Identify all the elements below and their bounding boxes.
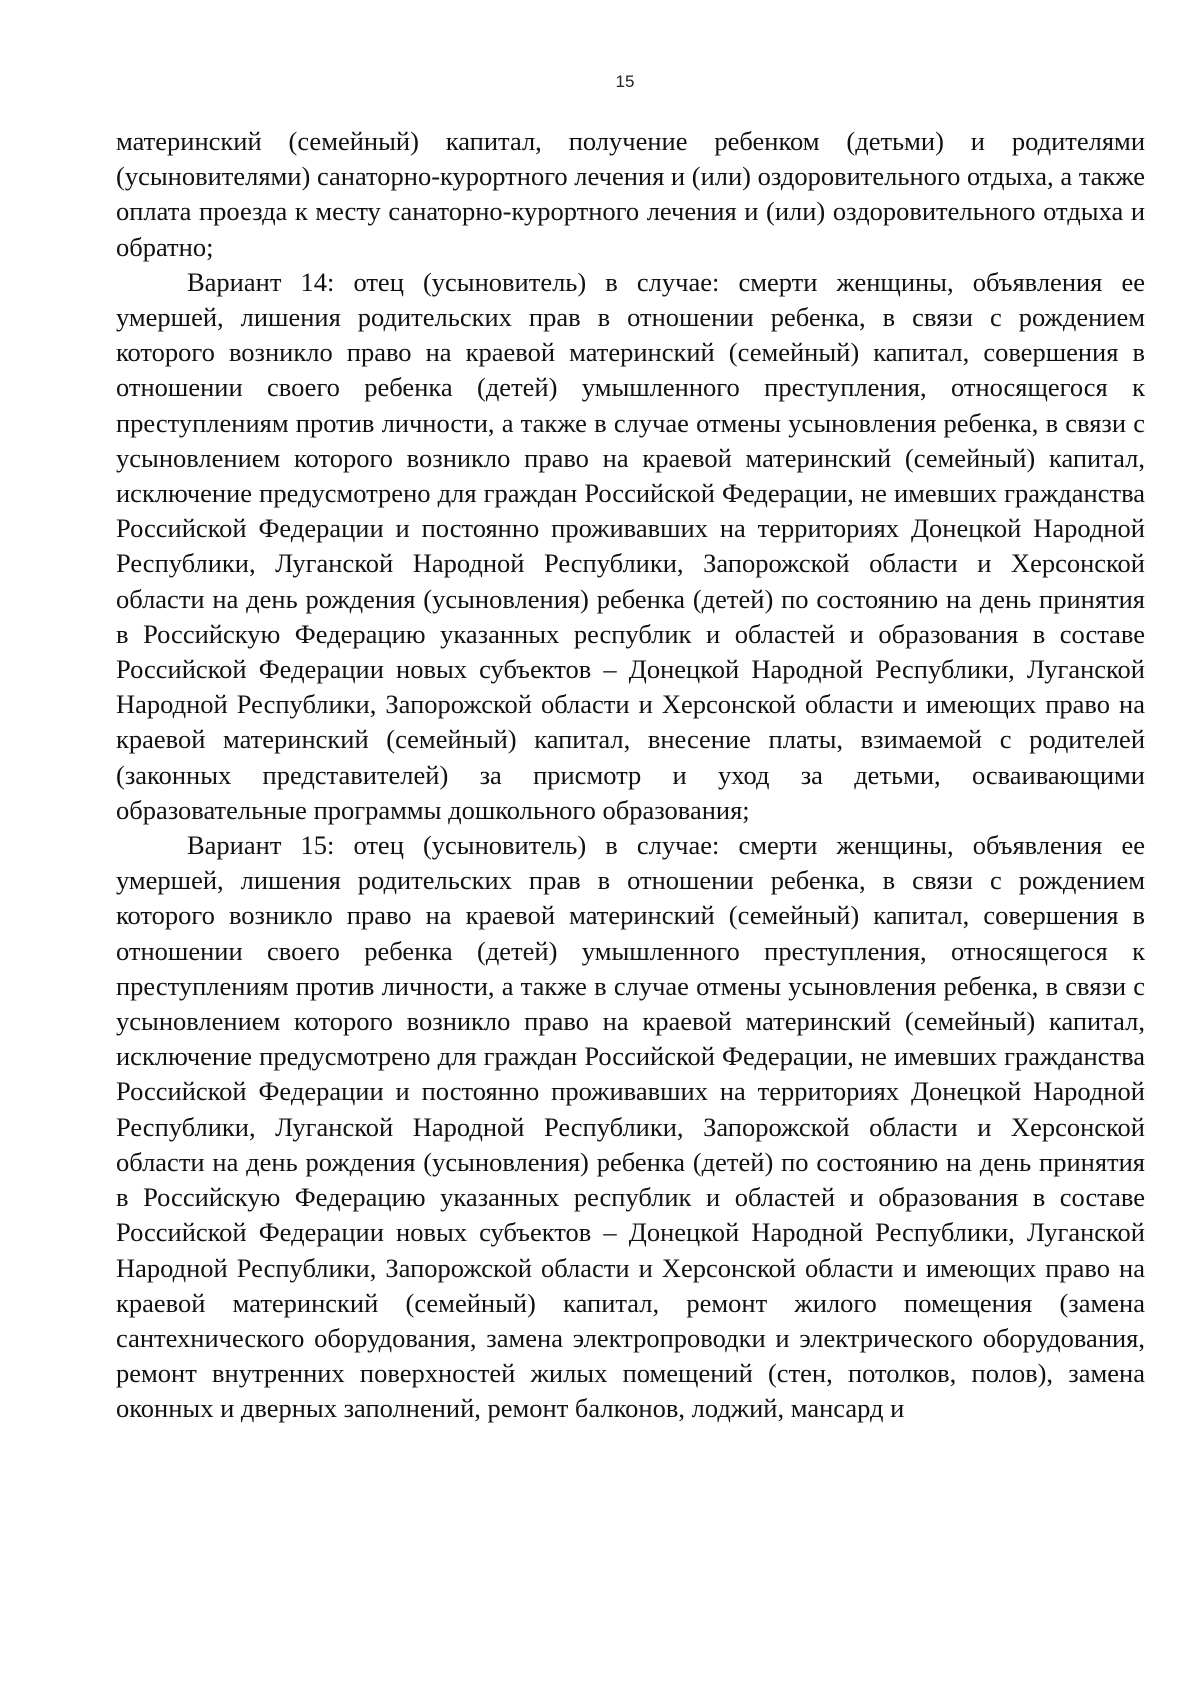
paragraph-variant-15: Вариант 15: отец (усыновитель) в случае: смерти женщины, объявления ее умершей, лишения родительских прав в отношении ребенка, в связи с рождением которого возникло право на краевой материнский (семейный) капитал, совершения в отношении своего ребенка (детей) умышленного преступления, относящегося к преступлениям против личности, а также в случае отмены усыновления ребенка, в связи с усыновлением которого возникло право на краевой материнский (семейный) капитал, исключение предусмотрено для граждан Российской Федерации, не имевших гражданства Российской Федерации и постоянно проживавших на территориях Донецкой Народной Республики, Луганской Народной Республики, Запорожской области и Херсонской области на день рождения (усыновления) ребенка (детей) по состоянию на день принятия в Российскую Федерацию указанных республик и областей и образования в составе Российской Федерации новых субъектов – Донецкой Народной Республики, Луганской Народной Республики, Запорожской области и Херсонской области и имеющих право на краевой материнский (семейный) капитал, ремонт жилого помещения (замена сантехнического оборудования, замена электропроводки и электрического оборудования, ремонт внутренних поверхностей жилых помещений (стен, потолков, полов), замена оконных и дверных заполнений, ремонт балконов, лоджий, мансард и [116,830,1145,1424]
paragraph-continuation: материнский (семейный) капитал, получение ребенком (детьми) и родителями (усыновителями) санаторно-курортного лечения и (или) оздоровительного отдыха, а также оплата проезда к месту санаторно-курортного лечения и (или) оздоровительного отдыха и обратно; [116,126,1145,262]
paragraph-variant-14: Вариант 14: отец (усыновитель) в случае: смерти женщины, объявления ее умершей, лишения родительских прав в отношении ребенка, в связи с рождением которого возникло право на краевой материнский (семейный) капитал, совершения в отношении своего ребенка (детей) умышленного преступления, относящегося к преступлениям против личности, а также в случае отмены усыновления ребенка, в связи с усыновлением которого возникло право на краевой материнский (семейный) капитал, исключение предусмотрено для граждан Российской Федерации, не имевших гражданства Российской Федерации и постоянно проживавших на территориях Донецкой Народной Республики, Луганской Народной Республики, Запорожской области и Херсонской области на день рождения (усыновления) ребенка (детей) по состоянию на день принятия в Российскую Федерацию указанных республик и областей и образования в составе Российской Федерации новых субъектов – Донецкой Народной Республики, Луганской Народной Республики, Запорожской области и Херсонской области и имеющих право на краевой материнский (семейный) капитал, внесение платы, взимаемой с родителей (законных представителей) за присмотр и уход за детьми, осваивающими образовательные программы дошкольного образования; [116,266,1145,825]
page-number: 15 [615,72,635,91]
document-body [116,124,1145,1427]
